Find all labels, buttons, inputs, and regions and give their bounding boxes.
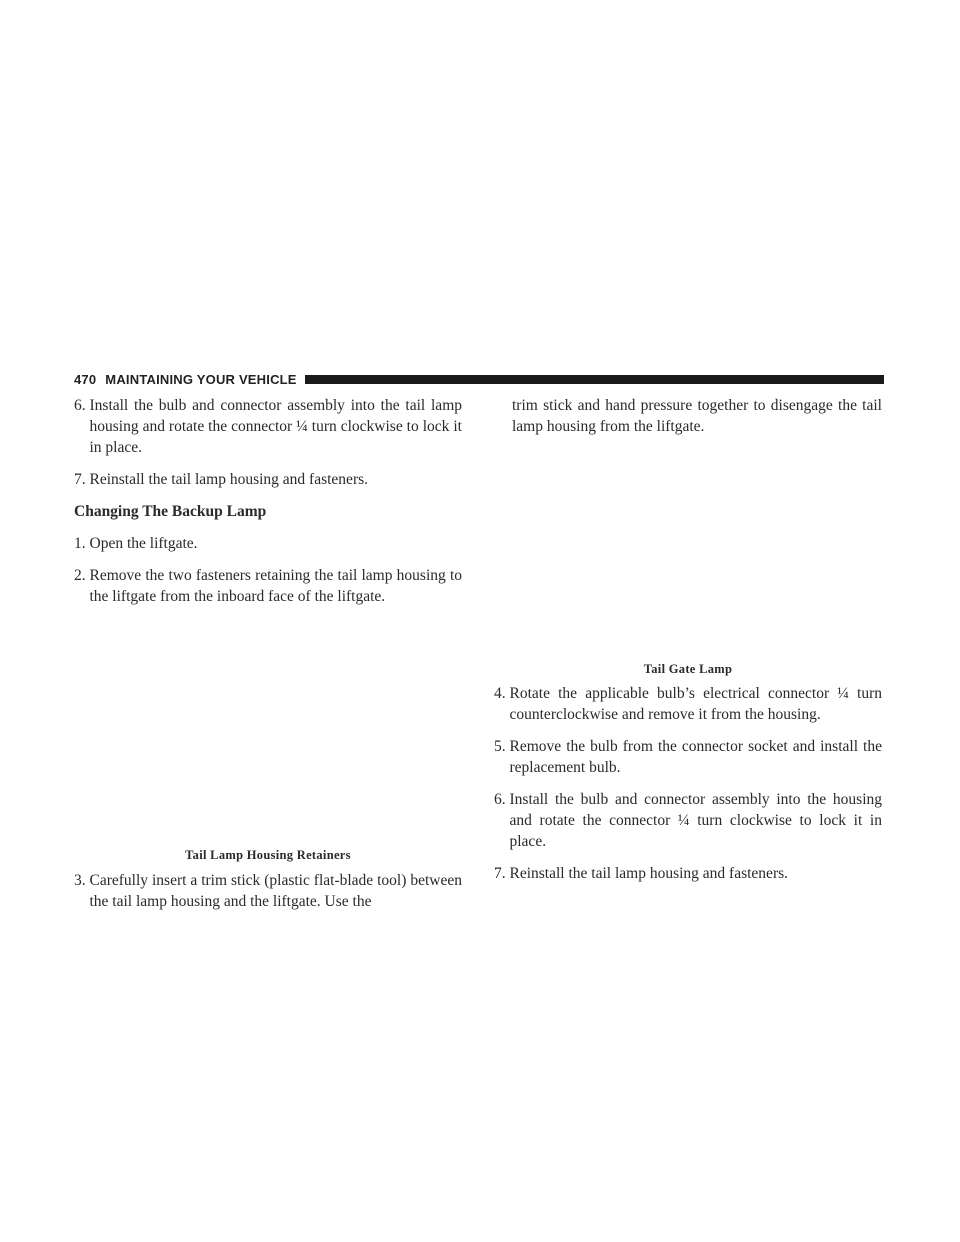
page-header [74, 371, 884, 387]
figure-caption: Tail Lamp Housing Retainers [185, 848, 351, 862]
backup-step-4 [494, 683, 882, 725]
step-number: 6. [494, 791, 506, 808]
left-column [74, 395, 462, 912]
figure-tail-gate-lamp [494, 437, 882, 659]
section-heading: Changing The Backup Lamp [74, 503, 267, 520]
backup-step-5 [494, 736, 882, 778]
backup-step-2 [74, 565, 462, 607]
backup-step-7 [494, 863, 882, 884]
page-number: 470 [74, 371, 97, 387]
step-number: 4. [494, 685, 506, 702]
step-text: Install the bulb and connector assembly into the housing and rotate the connector ¼ turn clockwise to lock it in place. [509, 791, 882, 850]
step-number: 1. [74, 535, 86, 552]
backup-step-3 [74, 870, 462, 912]
step-number: 2. [74, 567, 86, 584]
step-number: 7. [74, 471, 86, 488]
step-6-tail [74, 395, 462, 458]
continued-text: trim stick and hand pressure together to disengage the tail lamp housing from the liftgate. [512, 397, 882, 435]
step-text: Remove the bulb from the connector socket and install the replacement bulb. [509, 738, 882, 776]
step-7-tail [74, 469, 462, 490]
header-rule [305, 375, 884, 384]
step-text: Remove the two fasteners retaining the tail lamp housing to the liftgate from the inboard face of the liftgate. [89, 567, 462, 605]
step-text: Reinstall the tail lamp housing and fasteners. [89, 471, 369, 488]
figure-caption: Tail Gate Lamp [643, 662, 733, 676]
step-number: 3. [74, 872, 86, 889]
step-number: 6. [74, 397, 86, 414]
step-text: Reinstall the tail lamp housing and fasteners. [509, 865, 789, 882]
right-column [494, 395, 882, 884]
step-text: Open the liftgate. [89, 535, 198, 552]
backup-step-1 [74, 533, 462, 554]
header-text [74, 372, 297, 387]
step-number: 7. [494, 865, 506, 882]
backup-step-6 [494, 789, 882, 852]
step-text: Install the bulb and connector assembly into the tail lamp housing and rotate the connector ¼ turn clockwise to lock it in place. [89, 397, 462, 456]
step-text: Rotate the applicable bulb’s electrical connector ¼ turn counterclockwise and remove it from the housing. [509, 685, 882, 723]
step-text: Carefully insert a trim stick (plastic flat-blade tool) between the tail lamp housing and the liftgate. Use the [89, 872, 462, 910]
step-number: 5. [494, 738, 506, 755]
section-title: MAINTAINING YOUR VEHICLE [105, 371, 297, 387]
figure-tail-lamp-housing-retainers [74, 607, 462, 845]
